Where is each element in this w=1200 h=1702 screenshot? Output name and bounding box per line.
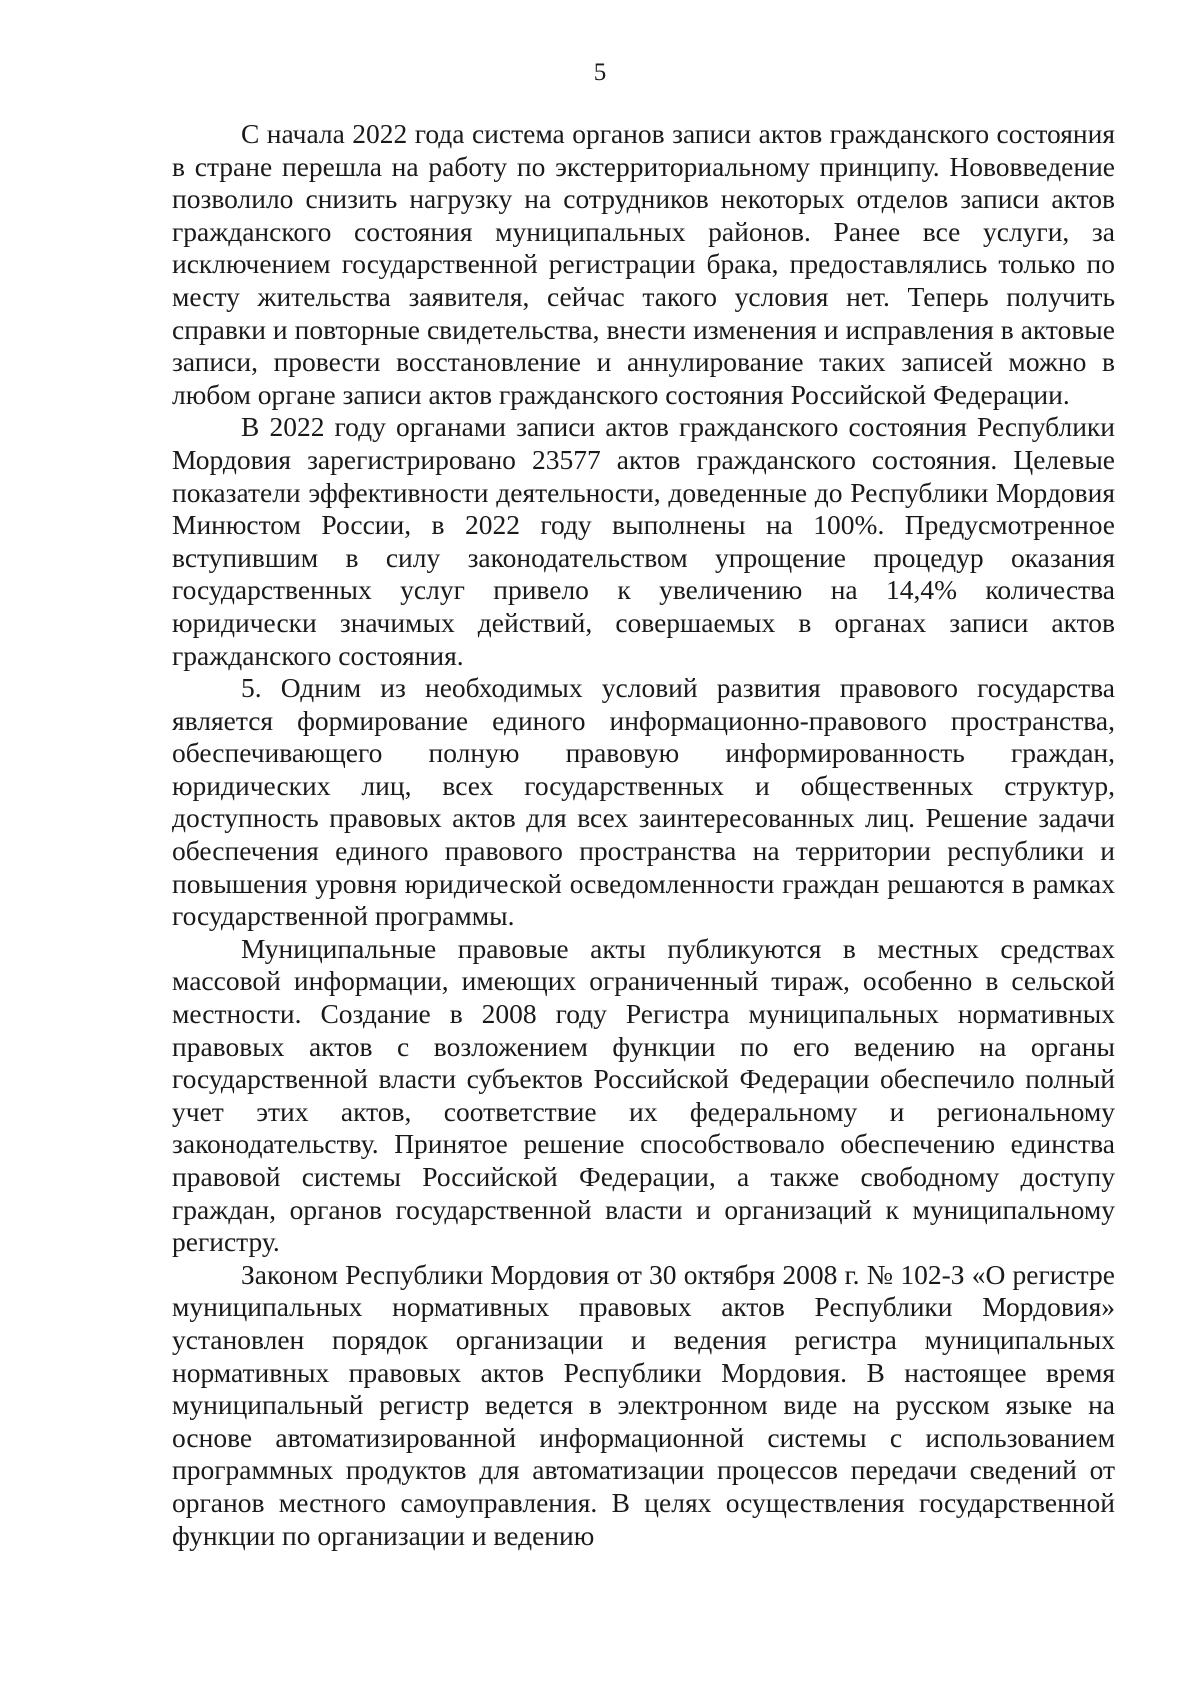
paragraph-civil-registry-2022-stats: В 2022 году органами записи актов гражданского состояния Республики Мордовия зарегистрировано 23577 актов гражданского состояния. Целевые показатели эффективности деятельности, доведенные до Республики Мордовия Минюстом России, в 2022 году выполнены на 100%. Предусмотренное вступившим в силу законодательством упрощение процедур оказания государственных услуг привело к увеличению на 14,4% количества юридически значимых действий, совершаемых в органах записи актов гражданского состояния. <box>172 411 1115 671</box>
page-number: 5 <box>593 59 607 86</box>
document-body <box>172 118 1115 1552</box>
paragraph-mordovia-law-register: Законом Республики Мордовия от 30 октября 2008 г. № 102-З «О регистре муниципальных нормативных правовых актов Республики Мордовия» установлен порядок организации и ведения регистра муниципальных нормативных правовых актов Республики Мордовия. В настоящее время муниципальный регистр ведется в электронном виде на русском языке на основе автоматизированной информационной системы с использованием программных продуктов для автоматизации процессов передачи сведений от органов местного самоуправления. В целях осуществления государственной функции по организации и ведению <box>172 1258 1115 1551</box>
paragraph-civil-registry-extraterritorial: С начала 2022 года система органов записи актов гражданского состояния в стране перешла на работу по экстерриториальному принципу. Нововведение позволило снизить нагрузку на сотрудников некоторых отделов записи актов гражданского состояния муниципальных районов. Ранее все услуги, за исключением государственной регистрации брака, предоставлялись только по месту жительства заявителя, сейчас такого условия нет. Теперь получить справки и повторные свидетельства, внести изменения и исправления в актовые записи, провести восстановление и аннулирование таких записей можно в любом органе записи актов гражданского состояния Российской Федерации. <box>172 118 1115 410</box>
paragraph-item-5-legal-space: 5. Одним из необходимых условий развития правового государства является формирование единого информационно-правового пространства, обеспечивающего полную правовую информированность граждан, юридических лиц, всех государственных и общественных структур, доступность правовых актов для всех заинтересованных лиц. Решение задачи обеспечения единого правового пространства на территории республики и повышения уровня юридической осведомленности граждан решаются в рамках государственной программы. <box>172 672 1115 932</box>
paragraph-municipal-acts-register: Муниципальные правовые акты публикуются в местных средствах массовой информации, имеющих ограниченный тираж, особенно в сельской местности. Создание в 2008 году Регистра муниципальных нормативных правовых актов с возложением функции по его ведению на органы государственной власти субъектов Российской Федерации обеспечило полный учет этих актов, соответствие их федеральному и региональному законодательству. Принятое решение способствовало обеспечению единства правовой системы Российской Федерации, а также свободному доступу граждан, органов государственной власти и организаций к муниципальному регистру. <box>172 932 1115 1258</box>
